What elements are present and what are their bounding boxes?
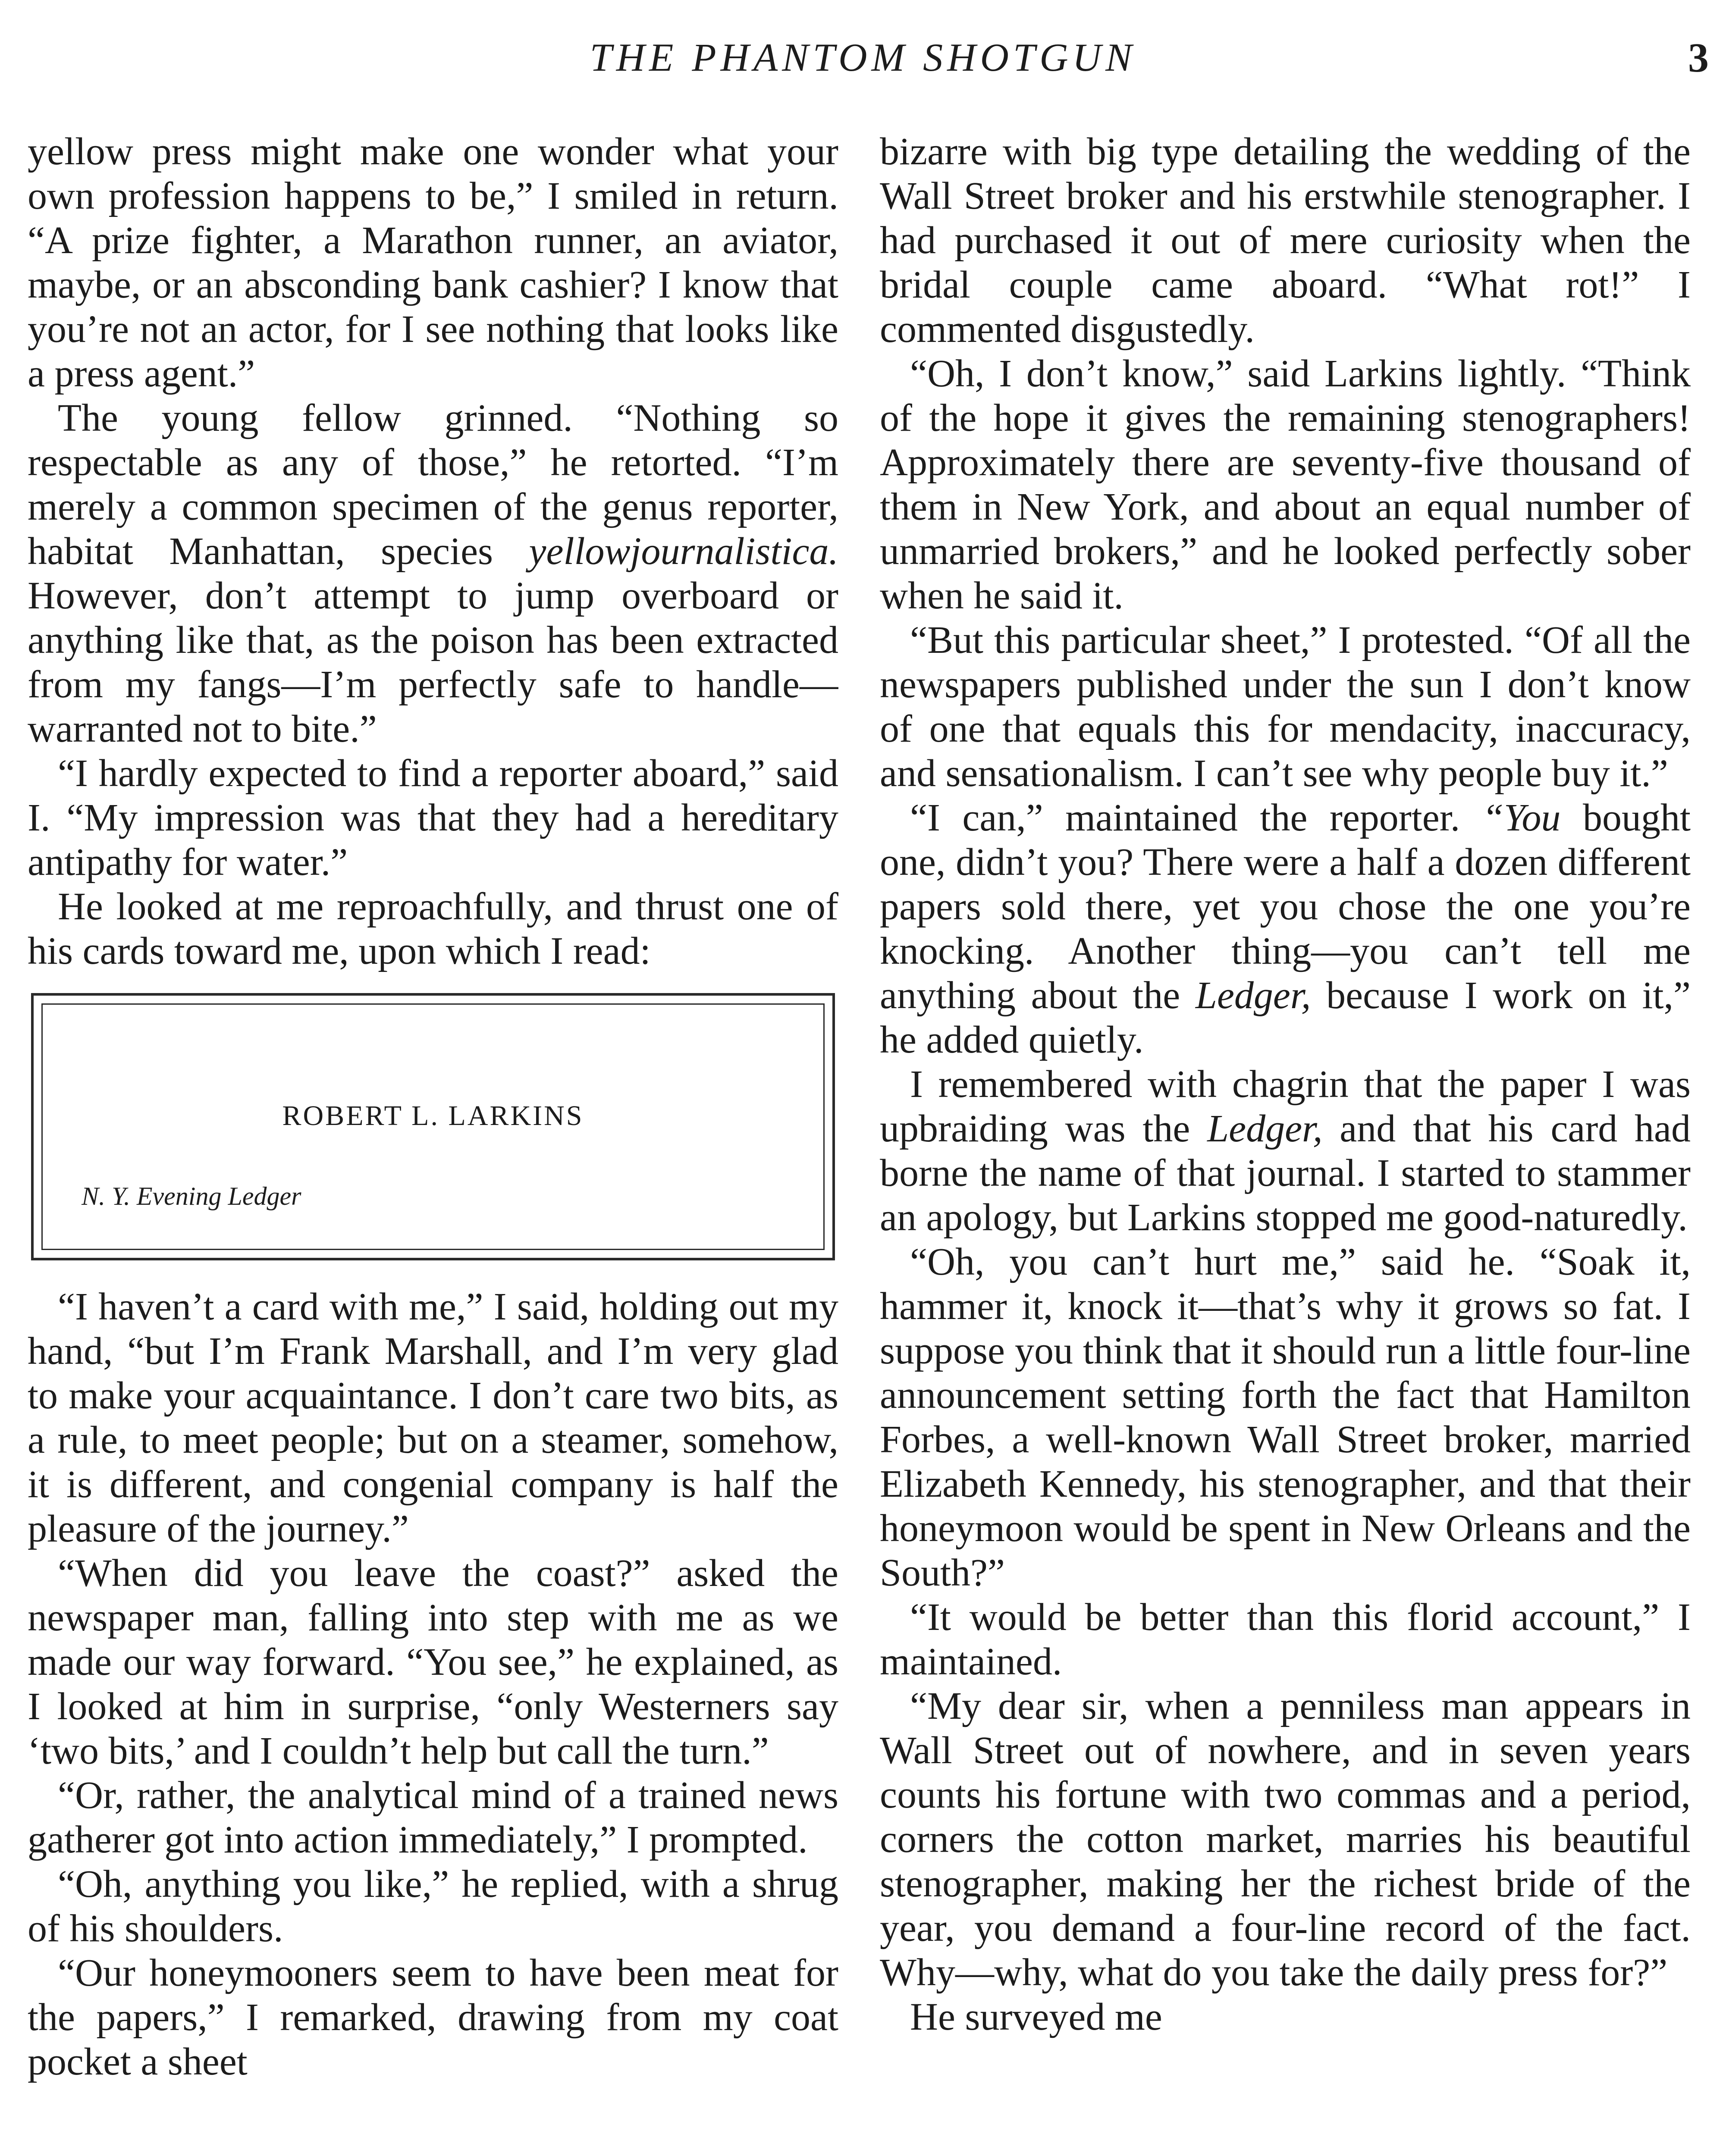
paragraph: “Our honeymooners seem to have been meat for the papers,” I remarked, drawing from my coat pocket a sheet — [28, 1952, 838, 2083]
text-run: The young fellow grinned. “Nothing so respectable as any of those,” he retorted. “I’m merely a common specimen of the genus reporter, habitat Manhattan, species — [28, 397, 838, 573]
paragraph: “Oh, you can’t hurt me,” said he. “Soak it, hammer it, knock it—that’s why it grows so fat. I suppose you think that it should run a little four-line announcement setting forth the fact that Hamilton Forbes, a well-known Wall Street broker, married Elizabeth Kennedy, his stenographer, and that their honeymoon would be spent in New Orleans and the South?” — [880, 1241, 1691, 1594]
italic-text: Ledger, — [1207, 1107, 1323, 1150]
card-newspaper: N. Y. Evening Ledger — [82, 1182, 301, 1210]
paragraph: He looked at me reproachfully, and thrust one of his cards toward me, upon which I read: — [28, 885, 838, 972]
page-number: 3 — [1688, 34, 1709, 81]
paragraph: “Oh, anything you like,” he replied, with a shrug of his shoulders. — [28, 1863, 838, 1950]
text-run: I remembered with chagrin that the paper I was upbraiding was the — [880, 1063, 1691, 1150]
text-run: bought one, didn’t you? There were a half a dozen different papers sold there, yet you chose the one you’re knocking. Another thing—you can’t tell me anything about the — [880, 796, 1691, 1017]
italic-text: “You — [1482, 796, 1561, 839]
left-column — [28, 129, 838, 2156]
text-run: However, don’t attempt to jump overboard or anything like that, as the poison has been extracted from my fangs—I’m perfectly safe to handle—warranted not to bite.” — [28, 574, 838, 750]
paragraph: “My dear sir, when a penniless man appears in Wall Street out of nowhere, and in seven years counts his fortune with two commas and a period, corners the cotton market, marries his beautiful stenographer, making her the richest bride of the year, you demand a four-line record of the fact. Why—why, what do you take the daily press for?” — [880, 1685, 1691, 1994]
text-run: and that his card had borne the name of that journal. I started to stammer an apology, but Larkins stopped me good-naturedly. — [880, 1107, 1691, 1239]
running-head — [0, 26, 1726, 95]
card-name: ROBERT L. LARKINS — [282, 1100, 584, 1131]
paragraph: “Or, rather, the analytical mind of a trained news gatherer got into action immediately,” I prompted. — [28, 1774, 838, 1861]
paragraph: “When did you leave the coast?” asked the newspaper man, falling into step with me as we made our way forward. “You see,” he explained, as I looked at him in surprise, “only Westerners say ‘two bits,’ and I couldn’t help but call the turn.” — [28, 1552, 838, 1772]
paragraph: He surveyed me — [910, 1996, 1162, 2038]
business-card — [31, 993, 835, 1260]
paragraph: bizarre with big type detailing the wedding of the Wall Street broker and his erstwhile stenographer. I had purchased it out of mere curiosity when the bridal couple came aboard. “What rot!” I commented disgustedly. — [880, 130, 1691, 351]
paragraph: “Oh, I don’t know,” said Larkins lightly. “Think of the hope it gives the remaining stenographers! Approximately there are seventy-five thousand of them in New York, and about an equal number of unmarried brokers,” and he looked perfectly sober when he said it. — [880, 352, 1691, 617]
paragraph: yellow press might make one wonder what your own profession happens to be,” I smiled in return. “A prize fighter, a Marathon runner, an aviator, maybe, or an absconding bank cashier? I know that you’re not an actor, for I see nothing that looks like a press agent.” — [28, 130, 838, 395]
paragraph: “It would be better than this florid account,” I maintained. — [880, 1596, 1691, 1683]
text-run: “I can,” maintained the reporter. — [910, 796, 1482, 839]
text-run: because I work on it,” he added quietly. — [880, 974, 1691, 1061]
running-title: THE PHANTOM SHOTGUN — [590, 35, 1136, 79]
paragraph — [880, 1062, 1691, 1240]
paragraph — [28, 396, 838, 751]
paragraph: “But this particular sheet,” I protested. “Of all the newspapers published under the sun I don’t know of one that equals this for mendacity, inaccuracy, and sensationalism. I can’t see why people buy it.” — [880, 619, 1691, 795]
paragraph: “I haven’t a card with me,” I said, holding out my hand, “but I’m Frank Marshall, and I’m very glad to make your acquaintance. I don’t care two bits, as a rule, to meet people; but on a steamer, somehow, it is different, and congenial company is half the pleasure of the journey.” — [28, 1285, 838, 1550]
right-column — [880, 129, 1691, 2156]
italic-text: Ledger, — [1195, 974, 1311, 1017]
business-card-inner-border — [41, 1003, 825, 1250]
paragraph — [880, 796, 1691, 1062]
italic-text: yellowjournalistica. — [529, 530, 838, 573]
paragraph: “I hardly expected to find a reporter aboard,” said I. “My impression was that they had a hereditary antipathy for water.” — [28, 752, 838, 884]
